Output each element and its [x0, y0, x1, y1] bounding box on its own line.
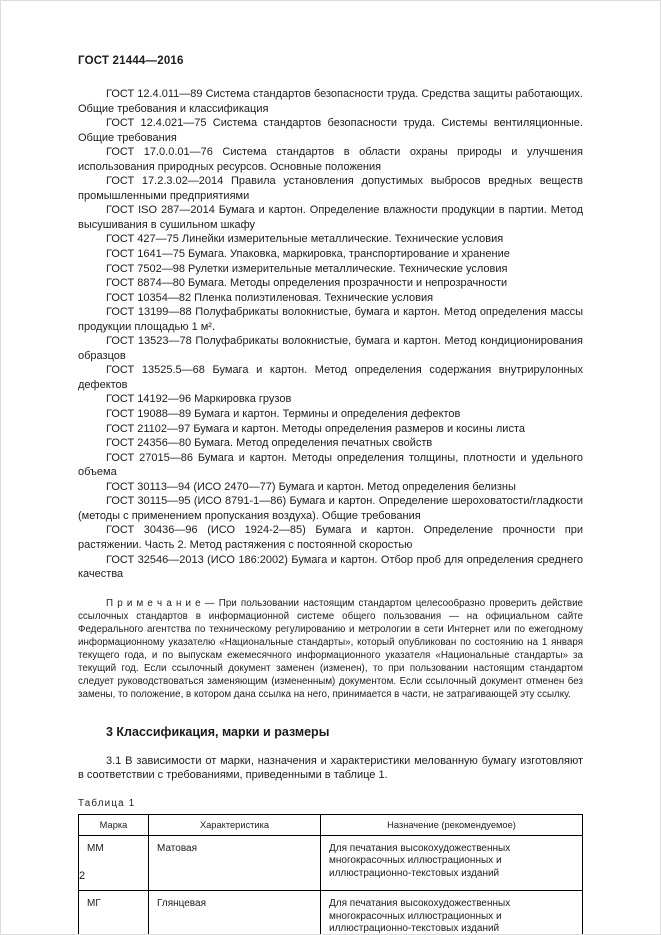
cell-characteristic: Матовая	[149, 835, 321, 891]
reference-item: ГОСТ 7502—98 Рулетки измерительные металлические. Технические условия	[106, 262, 508, 275]
table-header-purpose: Назначение (рекомендуемое)	[321, 814, 583, 835]
references-list	[78, 87, 583, 582]
reference-item: ГОСТ 19088—89 Бумага и картон. Термины и определения дефектов	[106, 408, 461, 421]
reference-item: ГОСТ 14192—96 Маркировка грузов	[106, 393, 292, 406]
reference-item: ГОСТ 13523—78 Полуфабрикаты волокнистые, бумага и картон. Метод кондиционирования образцов	[78, 335, 583, 362]
doc-header: ГОСТ 21444—2016	[78, 55, 184, 67]
reference-item: ГОСТ 21102—97 Бумага и картон. Методы определения размеров и косины листа	[106, 422, 525, 435]
reference-item: ГОСТ 30113—94 (ИСО 2470—77) Бумага и картон. Метод определения белизны	[106, 480, 516, 493]
reference-item: ГОСТ 10354—82 Пленка полиэтиленовая. Технические условия	[106, 291, 434, 304]
table-row	[79, 891, 583, 935]
reference-item: ГОСТ 12.4.011—89 Система стандартов безопасности труда. Средства защиты работающих. Общие требования и классификация	[78, 88, 583, 115]
classification-table	[78, 814, 583, 935]
section-paragraph: 3.1 В зависимости от марки, назначения и характеристики мелованную бумагу изготовляют в соответствии с требованиями, приведенными в таблице 1.	[78, 754, 583, 782]
cell-purpose: Для печатания высокохудожественных многокрасочных иллюстрационных и иллюстрационно-текстовых изданий	[321, 891, 583, 935]
reference-item: ГОСТ 32546—2013 (ИСО 186:2002) Бумага и картон. Отбор проб для определения среднего качества	[78, 553, 583, 581]
reference-item: ГОСТ 13199—88 Полуфабрикаты волокнистые, бумага и картон. Метод определения массы продукции площадью 1 м².	[78, 306, 583, 333]
table-header-mark: Марка	[79, 814, 149, 835]
reference-item: ГОСТ 30115—95 (ИСО 8791-1—86) Бумага и картон. Определение шероховатости/гладкости (методы с применением пропускания воздуха). Общие требования	[78, 495, 583, 522]
cell-mark: МГ	[79, 891, 149, 935]
cell-mark: ММ	[79, 835, 149, 891]
reference-item: ГОСТ 427—75 Линейки измерительные металлические. Технические условия	[106, 233, 504, 246]
reference-item: ГОСТ 24356—80 Бумага. Метод определения печатных свойств	[106, 437, 433, 450]
reference-item: ГОСТ 27015—86 Бумага и картон. Методы определения толщины, плотности и удельного объема	[78, 451, 583, 479]
table-label: Таблица 1	[78, 797, 136, 809]
table-header-row	[79, 814, 583, 835]
reference-item: ГОСТ 12.4.021—75 Система стандартов безопасности труда. Системы вентиляционные. Общие требования	[78, 117, 583, 144]
cell-purpose: Для печатания высокохудожественных многокрасочных иллюстрационных и иллюстрационно-текстовых изданий	[321, 835, 583, 891]
reference-item: ГОСТ 13525.5—68 Бумага и картон. Метод определения содержания внутрирулонных дефектов	[78, 364, 583, 391]
table-row	[79, 835, 583, 891]
note-paragraph: П р и м е ч а н и е — При пользовании настоящим стандартом целесообразно проверить действие ссылочных стандартов в информационной системе общего пользования — на официальном сайте Федерального агентства по техническому регулированию и метрологии в сети Интернет или по ежегодному информационному указателю «Национальные стандарты», который опубликован по состоянию на 1 января текущего года, и по выпускам ежемесячного информационного указателя «Национальные стандарты» за текущий год. Если ссылочный документ заменен (изменен), то при пользовании настоящим стандартом следует руководствоваться заменяющим (измененным) документом. Если ссылочный документ отменен без замены, то положение, в котором дана ссылка на него, принимается в части, не затрагивающей эту ссылку.	[78, 597, 583, 700]
reference-item: ГОСТ 17.2.3.02—2014 Правила установления допустимых выбросов вредных веществ промышленными предприятиями	[78, 175, 583, 202]
table-header-characteristic: Характеристика	[149, 814, 321, 835]
reference-item: ГОСТ ISO 287—2014 Бумага и картон. Определение влажности продукции в партии. Метод высушивания в сушильном шкафу	[78, 204, 583, 231]
cell-characteristic: Глянцевая	[149, 891, 321, 935]
reference-item: ГОСТ 8874—80 Бумага. Методы определения прозрачности и непрозрачности	[106, 277, 508, 290]
section-heading: 3 Классификация, марки и размеры	[106, 724, 330, 739]
reference-item: ГОСТ 1641—75 Бумага. Упаковка, маркировка, транспортирование и хранение	[106, 248, 510, 261]
page-number: 2	[79, 870, 86, 882]
reference-item: ГОСТ 30436—96 (ИСО 1924-2—85) Бумага и картон. Определение прочности при растяжении. Часть 2. Метод растяжения с постоянной скоростью	[78, 524, 583, 551]
reference-item: ГОСТ 17.0.0.01—76 Система стандартов в области охраны природы и улучшения использования природных ресурсов. Основные положения	[78, 146, 583, 173]
